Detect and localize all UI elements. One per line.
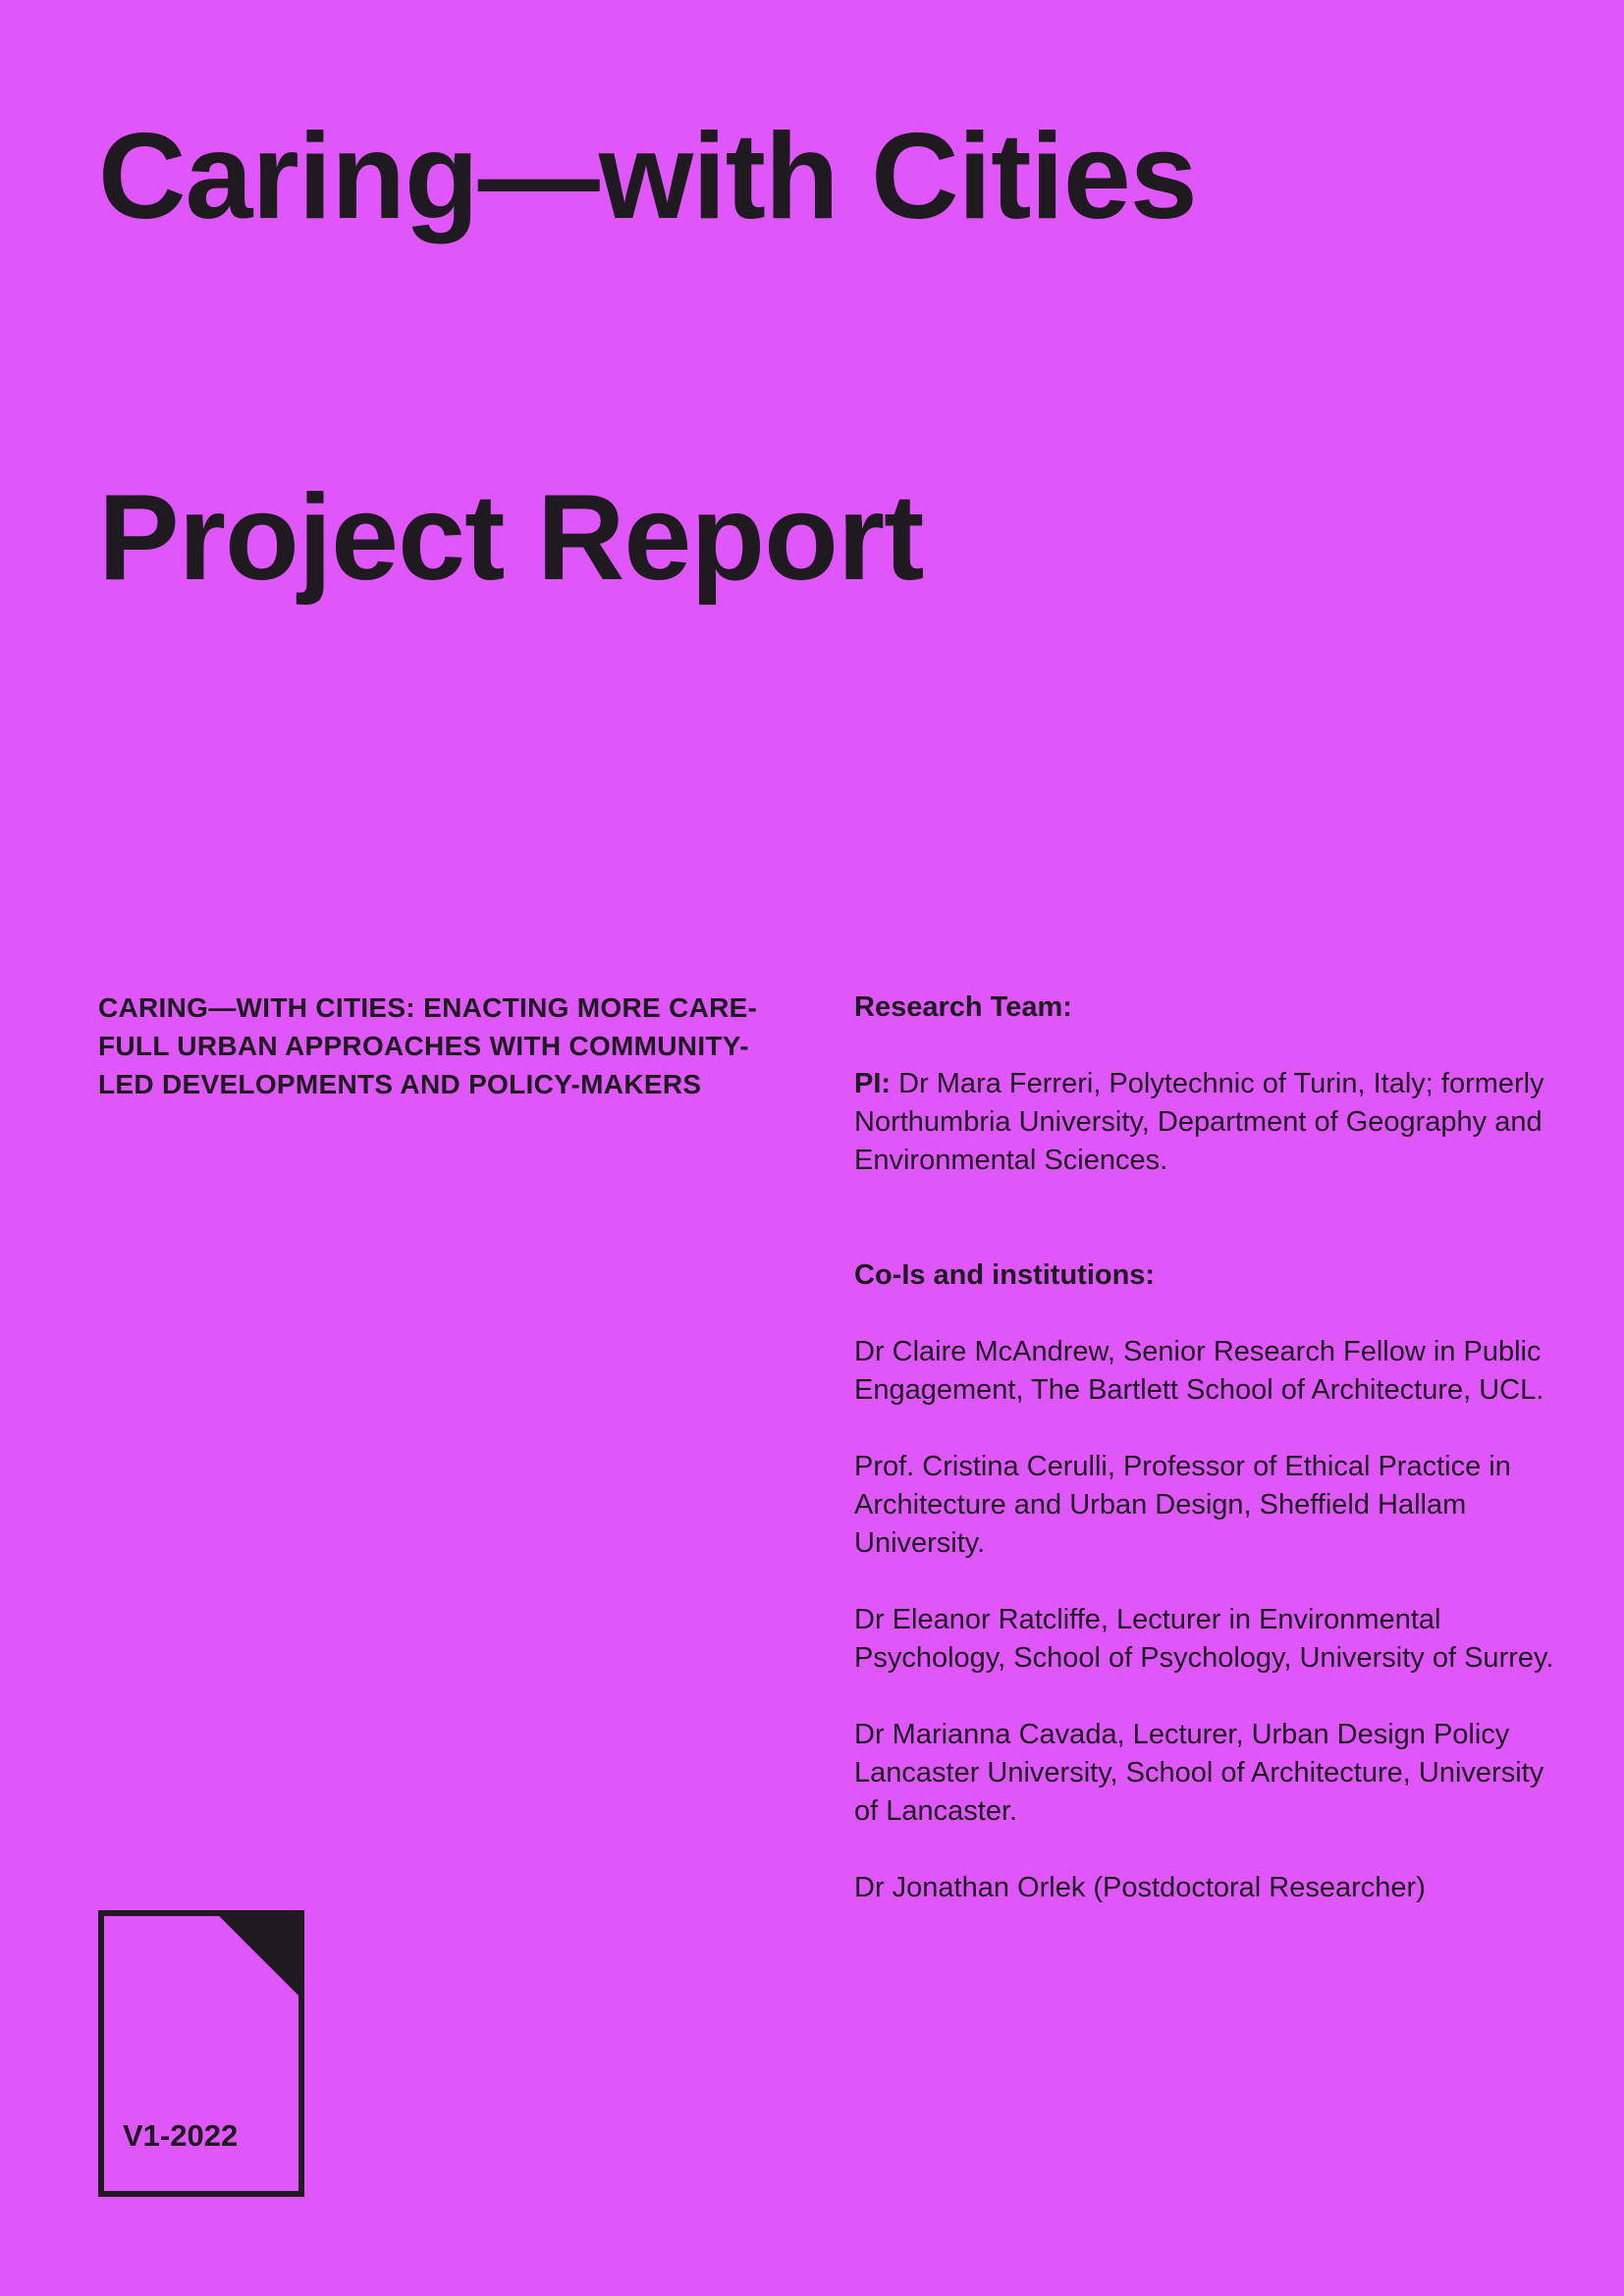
team-member: Prof. Cristina Cerulli, Professor of Ethical Practice in Architecture and Urban Design, Sheffield Hallam University. xyxy=(854,1451,1511,1559)
version-label: V1-2022 xyxy=(123,2118,239,2153)
pi-label: PI: xyxy=(854,1068,892,1099)
team-member: Dr Jonathan Orlek (Postdoctoral Researcher) xyxy=(854,1872,1426,1903)
research-team-section xyxy=(854,988,1561,1907)
pi-details: Dr Mara Ferreri, Polytechnic of Turin, Italy; formerly Northumbria University, Department of Geography and Environmental Sciences. xyxy=(854,1068,1544,1176)
principal-investigator xyxy=(854,1065,1561,1180)
research-team-heading: Research Team: xyxy=(854,991,1072,1023)
team-member: Dr Eleanor Ratcliffe, Lecturer in Environmental Psychology, School of Psychology, University of Surrey. xyxy=(854,1604,1554,1674)
report-subtitle-heading: Project Report xyxy=(98,470,924,606)
project-full-title: CARING—WITH CITIES: ENACTING MORE CARE-FULL URBAN APPROACHES WITH COMMUNITY-LED DEVELOPMENTS AND POLICY-MAKERS xyxy=(98,992,758,1099)
team-member: Dr Marianna Cavada, Lecturer, Urban Design Policy Lancaster University, School of Architecture, University of Lancaster. xyxy=(854,1719,1544,1827)
report-title: Caring—with Cities xyxy=(98,109,1197,244)
document-outline-icon xyxy=(98,1910,304,2197)
co-investigators-heading: Co-Is and institutions: xyxy=(854,1259,1156,1291)
team-member: Dr Claire McAndrew, Senior Research Fellow in Public Engagement, The Bartlett School of Architecture, UCL. xyxy=(854,1336,1544,1406)
document-page-icon xyxy=(98,1910,304,2197)
